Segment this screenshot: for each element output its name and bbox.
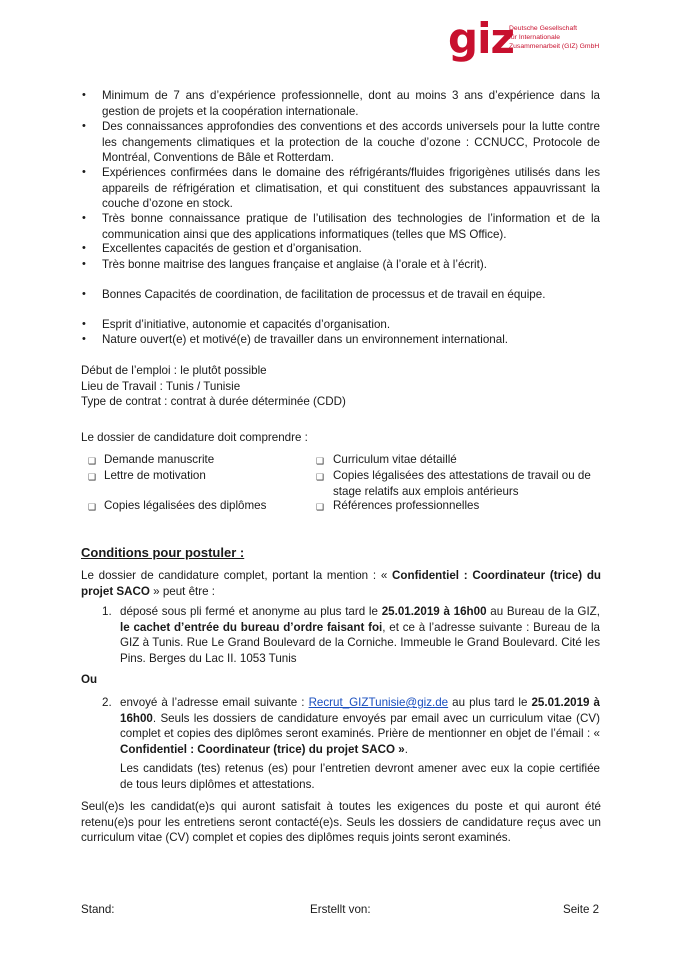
candidates-note: Les candidats (tes) retenus (es) pour l’entretien devront amener avec eux la copie certifiée de tous leurs diplômes et attestations. [120, 762, 600, 791]
requirement-item: Nature ouvert(e) et motivé(e) de travailler dans un environnement international. [102, 333, 508, 346]
item1-text: déposé sous pli fermé et anonyme au plus tard le [120, 605, 382, 618]
item2-date: 25.01.2019 à 16h00 [120, 696, 600, 725]
logo-subtitle-line-2: für Internationale [509, 34, 561, 41]
item2-text-b: au plus tard le [448, 696, 532, 709]
conditions-intro [81, 568, 601, 599]
dossier-item-right: Copies légalisées des attestations de travail ou de stage relatifs aux emplois antérieurs [333, 469, 591, 498]
giz-logo-mark: giz [448, 14, 514, 63]
ou-label: Ou [81, 673, 98, 686]
requirement-item: Très bonne maitrise des langues française et anglaise (à l’orale et à l’écrit). [102, 258, 487, 271]
bullet-icon: • [82, 318, 86, 330]
checkbox-icon: ❑ [316, 456, 325, 466]
conditions-item-1 [120, 604, 600, 666]
requirement-item: Excellentes capacités de gestion et d’organisation. [102, 242, 362, 255]
bullet-icon: • [82, 89, 86, 101]
job-info [81, 363, 346, 410]
dossier-item-left: Lettre de motivation [104, 469, 206, 482]
item2-text-d: . [404, 742, 408, 756]
bullet-icon: • [82, 166, 86, 178]
email-link[interactable]: Recrut_GIZTunisie@giz.de [308, 696, 449, 709]
requirement-item: Expériences confirmées dans le domaine des réfrigérants/fluides frigorigènes utilisés dans les appareils de réfrigération et climatisation, et qui constituent des substances appauvrissant la couche d’ozone en stock. [102, 166, 600, 210]
item2-text: envoyé à l’adresse email suivante : [120, 696, 309, 709]
checkbox-icon: ❑ [88, 472, 97, 482]
dossier-item-right: Références professionnelles [333, 499, 480, 512]
job-location: Lieu de Travail : Tunis / Tunisie [81, 379, 241, 393]
bullet-icon: • [82, 120, 86, 132]
footer-stand: Stand: [81, 903, 115, 916]
item2-text-c: . Seuls les dossiers de candidature envoyés par email avec un curriculum vitae (CV) complet et copies des diplômes seront examinés. Prière de mentionner en objet de l’émail : « [120, 711, 600, 740]
conditions-intro-text-end: » peut être : [149, 584, 216, 598]
checkbox-icon: ❑ [88, 502, 97, 512]
logo-subtitle-line-1: Deutsche Gesellschaft [509, 25, 578, 32]
item2-number: 2. [102, 696, 112, 709]
bullet-icon: • [82, 212, 86, 224]
item1-text-b: au Bureau de la GIZ, [486, 605, 600, 618]
dossier-item-right: Curriculum vitae détaillé [333, 453, 457, 466]
item1-bold: le cachet d’entrée du bureau d’ordre faisant foi [120, 620, 383, 634]
requirement-item: Esprit d’initiative, autonomie et capacités d’organisation. [102, 318, 391, 331]
requirement-item: Très bonne connaissance pratique de l’utilisation des technologies de l’information et de la communication ainsi que des applications informatiques (telles que MS Office). [102, 212, 600, 241]
item1-text-c: , et ce à l’adresse suivante : Bureau de la GIZ à Tunis. Rue Le Grand Boulevard de la Corniche. Immeuble le Grand Boulevard. Cité les Pins. Berges du Lac II. 1053 Tunis [120, 620, 600, 665]
conditions-item-2 [120, 695, 600, 757]
conditions-heading: Conditions pour postuler : [81, 545, 245, 560]
footer-erstellt: Erstellt von: [310, 903, 371, 916]
closing-paragraph: Seul(e)s les candidat(e)s qui auront satisfait à toutes les exigences du poste et qui auront été retenu(e)s pour les entretiens seront contacté(e)s. Seuls les dossiers de candidature reçus avec un curriculum vitae (CV) complet et copies des diplômes requis joints seront examinés. [81, 800, 601, 844]
bullet-icon: • [82, 288, 86, 300]
dossier-intro: Le dossier de candidature doit comprendre : [81, 431, 308, 444]
checkbox-icon: ❑ [316, 472, 325, 482]
logo-subtitle-line-3: Zusammenarbeit (GIZ) GmbH [509, 43, 600, 50]
item1-number: 1. [102, 605, 112, 618]
conditions-intro-text: Le dossier de candidature complet, portant la mention : « [81, 569, 393, 582]
conditions-intro-bold: Confidentiel : Coordinateur (trice) du projet SACO [81, 569, 601, 598]
requirement-item: Des connaissances approfondies des conventions et des accords universels pour la lutte contre les changements climatiques et la protection de la couche d’ozone : CCNUCC, Protocole de Montréal, Conventions de Bâle et Rotterdam. [102, 120, 600, 164]
giz-logo-subtitle [509, 24, 609, 51]
bullet-icon: • [82, 333, 86, 345]
dossier-item-left: Copies légalisées des diplômes [104, 499, 267, 512]
item2-bold: Confidentiel : Coordinateur (trice) du projet SACO » [120, 742, 405, 756]
bullet-icon: • [82, 242, 86, 254]
requirement-item: Bonnes Capacités de coordination, de facilitation de processus et de travail en équipe. [102, 288, 546, 301]
item1-date: 25.01.2019 à 16h00 [381, 605, 487, 618]
footer-page-number: Seite 2 [563, 903, 600, 916]
bullet-icon: • [82, 258, 86, 270]
dossier-item-left: Demande manuscrite [104, 453, 215, 466]
job-contract: Type de contrat : contrat à durée déterminée (CDD) [81, 395, 346, 408]
checkbox-icon: ❑ [88, 456, 97, 466]
requirement-item: Minimum de 7 ans d’expérience professionnelle, dont au moins 3 ans d’expérience dans la gestion de projets et la coopération internationale. [102, 89, 600, 118]
job-start: Début de l’emploi : le plutôt possible [81, 364, 267, 377]
checkbox-icon: ❑ [316, 502, 325, 512]
